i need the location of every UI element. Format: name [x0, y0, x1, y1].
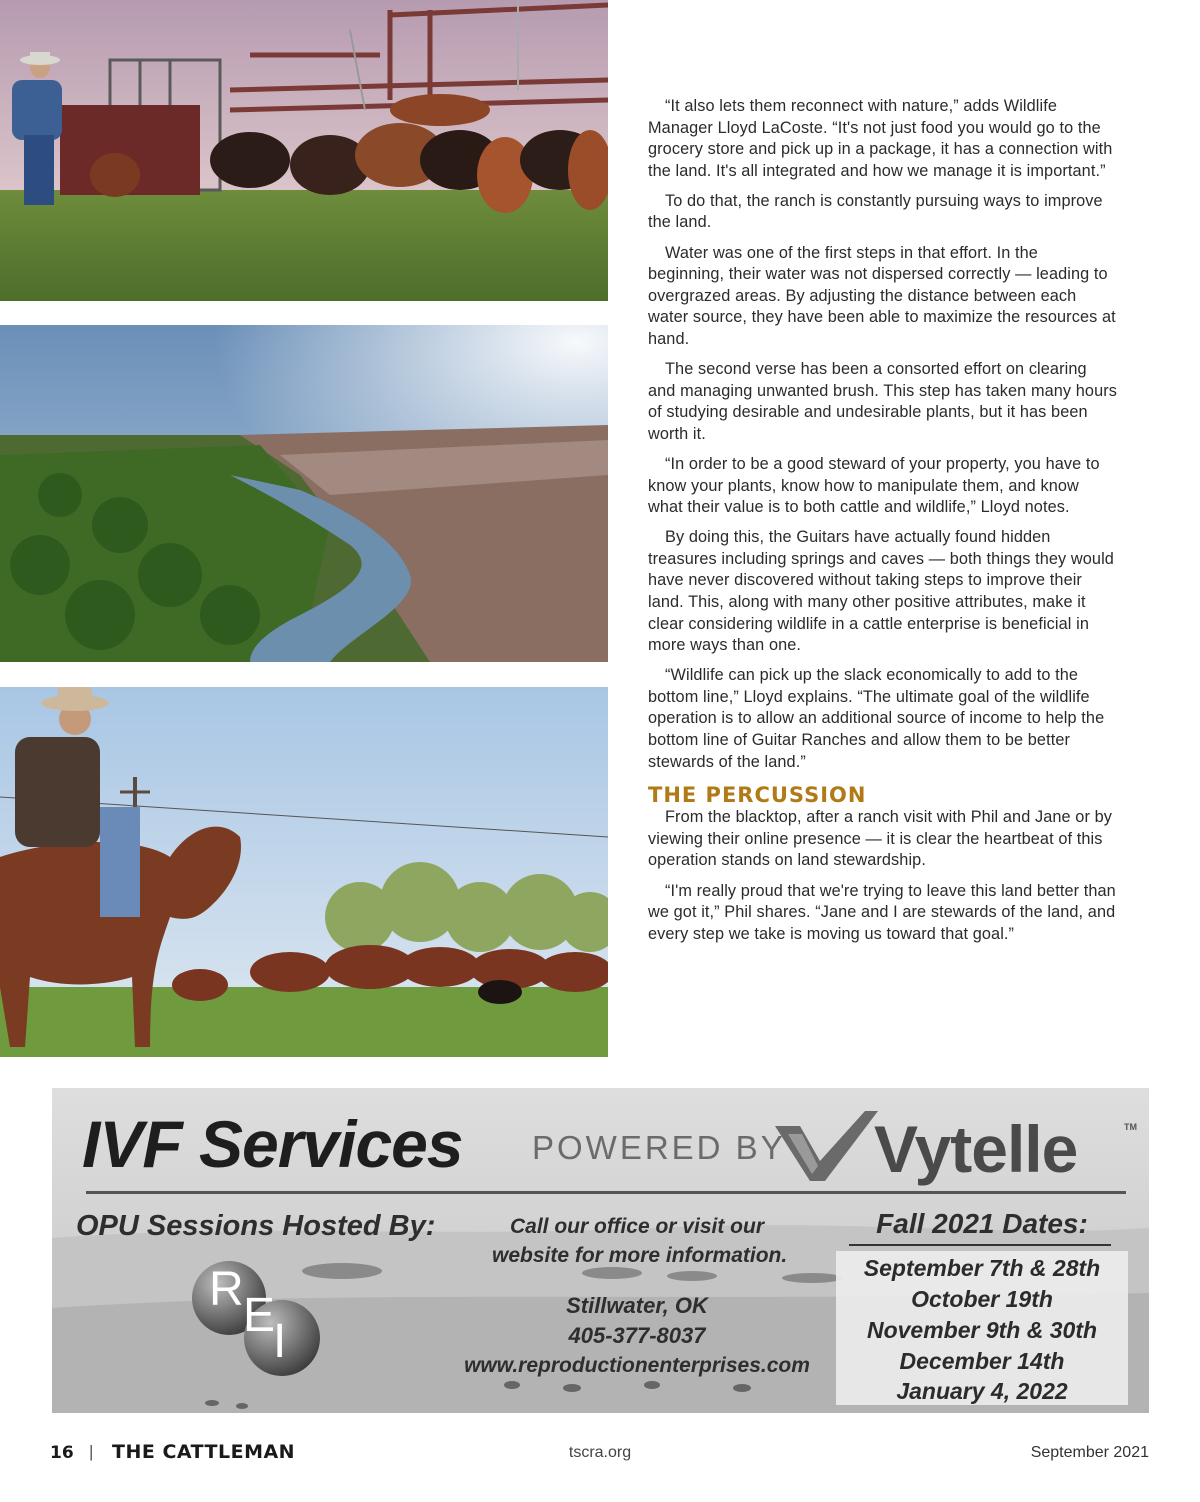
issue-date: September 2021 — [1030, 1444, 1149, 1461]
ad-website-link[interactable]: www.reproductionenterprises.com — [464, 1354, 810, 1377]
ad-call-line: website for more information. — [492, 1244, 788, 1267]
ad-powered-by: POWERED BY — [532, 1129, 786, 1166]
ad-dates-box — [836, 1251, 1128, 1405]
rei-logo — [187, 1258, 327, 1383]
footer-separator: | — [89, 1442, 94, 1461]
ad-divider — [86, 1191, 1126, 1194]
ad-date-item: October 19th — [911, 1286, 1053, 1312]
vytelle-check-icon — [770, 1106, 880, 1186]
article-paragraph: To do that, the ranch is constantly pursuing ways to improve the land. — [648, 191, 1103, 232]
footer-website[interactable]: tscra.org — [568, 1444, 632, 1461]
article-paragraph: Water was one of the first steps in that effort. In the beginning, their water was not dispersed correctly — leading to overgrazed areas. By adjusting the distance between each water source, they have been able to maximize the resources at hand. — [648, 243, 1116, 348]
rei-letter: E — [243, 1289, 276, 1342]
article-paragraph: The second verse has been a consorted effort on clearing and managing unwanted brush. This step has taken many hours of studying desirable and undesirable plants, but it has been worth it. — [648, 360, 1118, 443]
ad-fall-divider — [849, 1244, 1111, 1246]
photo-river-canyon — [0, 325, 608, 662]
article-paragraph: From the blacktop, after a ranch visit with Phil and Jane or by viewing their online presence — it is clear the heartbeat of this operation stands on land stewardship. — [648, 808, 1113, 870]
ad-trademark: TM — [1124, 1122, 1137, 1132]
photo-cattle-pens — [0, 0, 608, 301]
rei-letter: R — [209, 1263, 244, 1316]
ivf-advertisement — [52, 1088, 1149, 1413]
article-paragraph: “It also lets them reconnect with nature,” adds Wildlife Manager Lloyd LaCoste. “It's not just food you would go to the grocery store and pick up in a package, it has a connection with the land. It's all integrated and how we manage it is important.” — [648, 97, 1113, 180]
rei-letter: I — [273, 1315, 287, 1368]
page-footer — [0, 1440, 1200, 1470]
article-paragraph: “I'm really proud that we're trying to leave this land better than we got it,” Phil shares. “Jane and I are stewards of the land, and every step we take is moving us toward that goal.” — [648, 881, 1116, 943]
magazine-name: THE CATTLEMAN — [112, 1441, 296, 1463]
article-column — [648, 96, 1118, 954]
ad-date-item: December 14th — [899, 1348, 1065, 1374]
ad-call-line: Call our office or visit our — [510, 1215, 764, 1238]
photo-rider-herd — [0, 687, 608, 1057]
page-number: 16 — [50, 1443, 74, 1463]
ad-call-text — [492, 1212, 788, 1270]
section-heading: THE PERCUSSION — [648, 783, 867, 808]
ad-phone: 405-377-8037 — [568, 1323, 706, 1348]
ad-date-item: November 9th & 30th — [866, 1317, 1098, 1343]
ad-city: Stillwater, OK — [566, 1293, 708, 1318]
article-paragraph: “In order to be a good steward of your property, you have to know your plants, know how to manipulate them, and know what their value is to both cattle and wildlife,” Lloyd notes. — [648, 454, 1100, 517]
ad-date-item: January 4, 2022 — [896, 1378, 1068, 1404]
ad-brand: Vytelle — [874, 1112, 1078, 1186]
article-paragraph: By doing this, the Guitars have actually found hidden treasures including springs and caves — both things they would have never discovered without taking steps to improve their land. This, along with many other positive attributes, make it clear considering wildlife in a cattle enterprise is beneficial in more ways than one. — [648, 528, 1114, 655]
ad-headline: IVF Services — [82, 1107, 463, 1181]
article-paragraph: “Wildlife can pick up the slack economically to add to the bottom line,” Lloyd explains. “The ultimate goal of the wildlife operation is to allow an additional source of income to help the bottom line of Guitar Ranches and allow them to be better stewards of the land.” — [648, 666, 1105, 771]
ad-date-item: September 7th & 28th — [863, 1255, 1101, 1281]
ad-fall-dates-title: Fall 2021 Dates: — [876, 1208, 1088, 1239]
ad-opu-sessions: OPU Sessions Hosted By: — [76, 1210, 436, 1242]
